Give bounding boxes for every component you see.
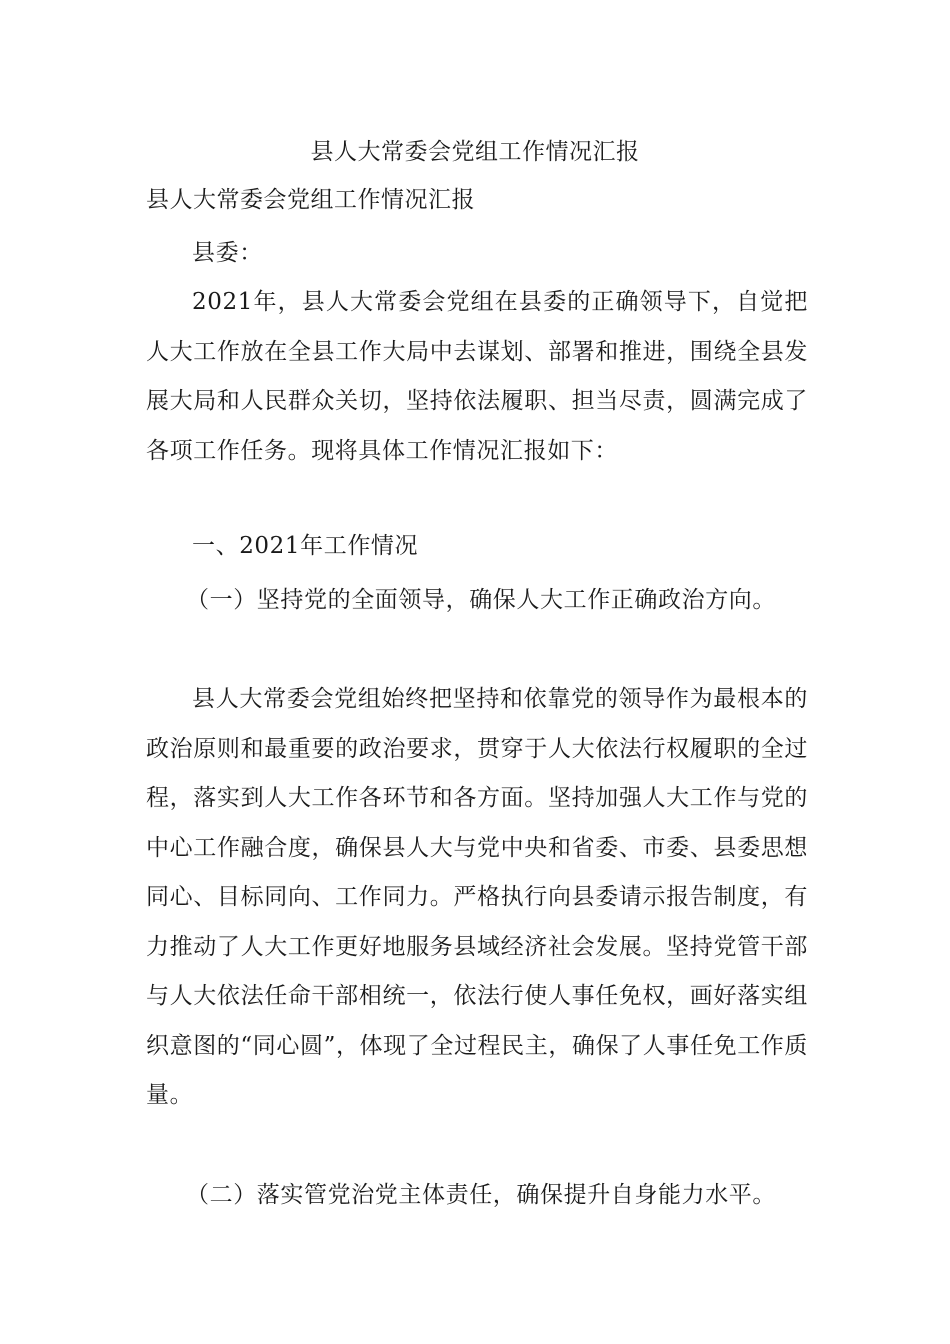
subsection-two-block (186, 1175, 846, 1215)
intro-paragraph-block (146, 278, 808, 476)
subsection-one-heading: （一）坚持党的全面领导，确保人大工作正确政治方向。 (186, 587, 776, 613)
paragraph-one-block (146, 675, 808, 1121)
document-subtitle: 县人大常委会党组工作情况汇报 (146, 187, 475, 213)
section-one-heading: 一、2021年工作情况 (192, 533, 419, 559)
section-one-block (146, 526, 808, 566)
intro-paragraph: 2021年，县人大常委会党组在县委的正确领导下，自觉把人大工作放在全县工作大局中去谋划、部署和推进，围绕全县发展大局和人民群众关切，坚持依法履职、担当尽责，圆满完成了各项工作任务。现将具体工作情况汇报如下： (146, 289, 808, 464)
document-title: 县人大常委会党组工作情况汇报 (310, 139, 640, 165)
subsection-two-heading: （二）落实管党治党主体责任，确保提升自身能力水平。 (186, 1182, 776, 1208)
salutation-block (146, 233, 808, 273)
paragraph-one: 县人大常委会党组始终把坚持和依靠党的领导作为最根本的政治原则和最重要的政治要求，贯穿于人大依法行权履职的全过程，落实到人大工作各环节和各方面。坚持加强人大工作与党的中心工作融合度，确保县人大与党中央和省委、市委、县委思想同心、目标同向、工作同力。严格执行向县委请示报告制度，有力推动了人大工作更好地服务县域经济社会发展。坚持党管干部与人大依法任命干部相统一，依法行使人事任免权，画好落实组织意图的“同心圆”，体现了全过程民主，确保了人事任免工作质量。 (146, 686, 808, 1108)
salutation: 县委： (192, 240, 263, 266)
subsection-one-block (186, 580, 846, 620)
